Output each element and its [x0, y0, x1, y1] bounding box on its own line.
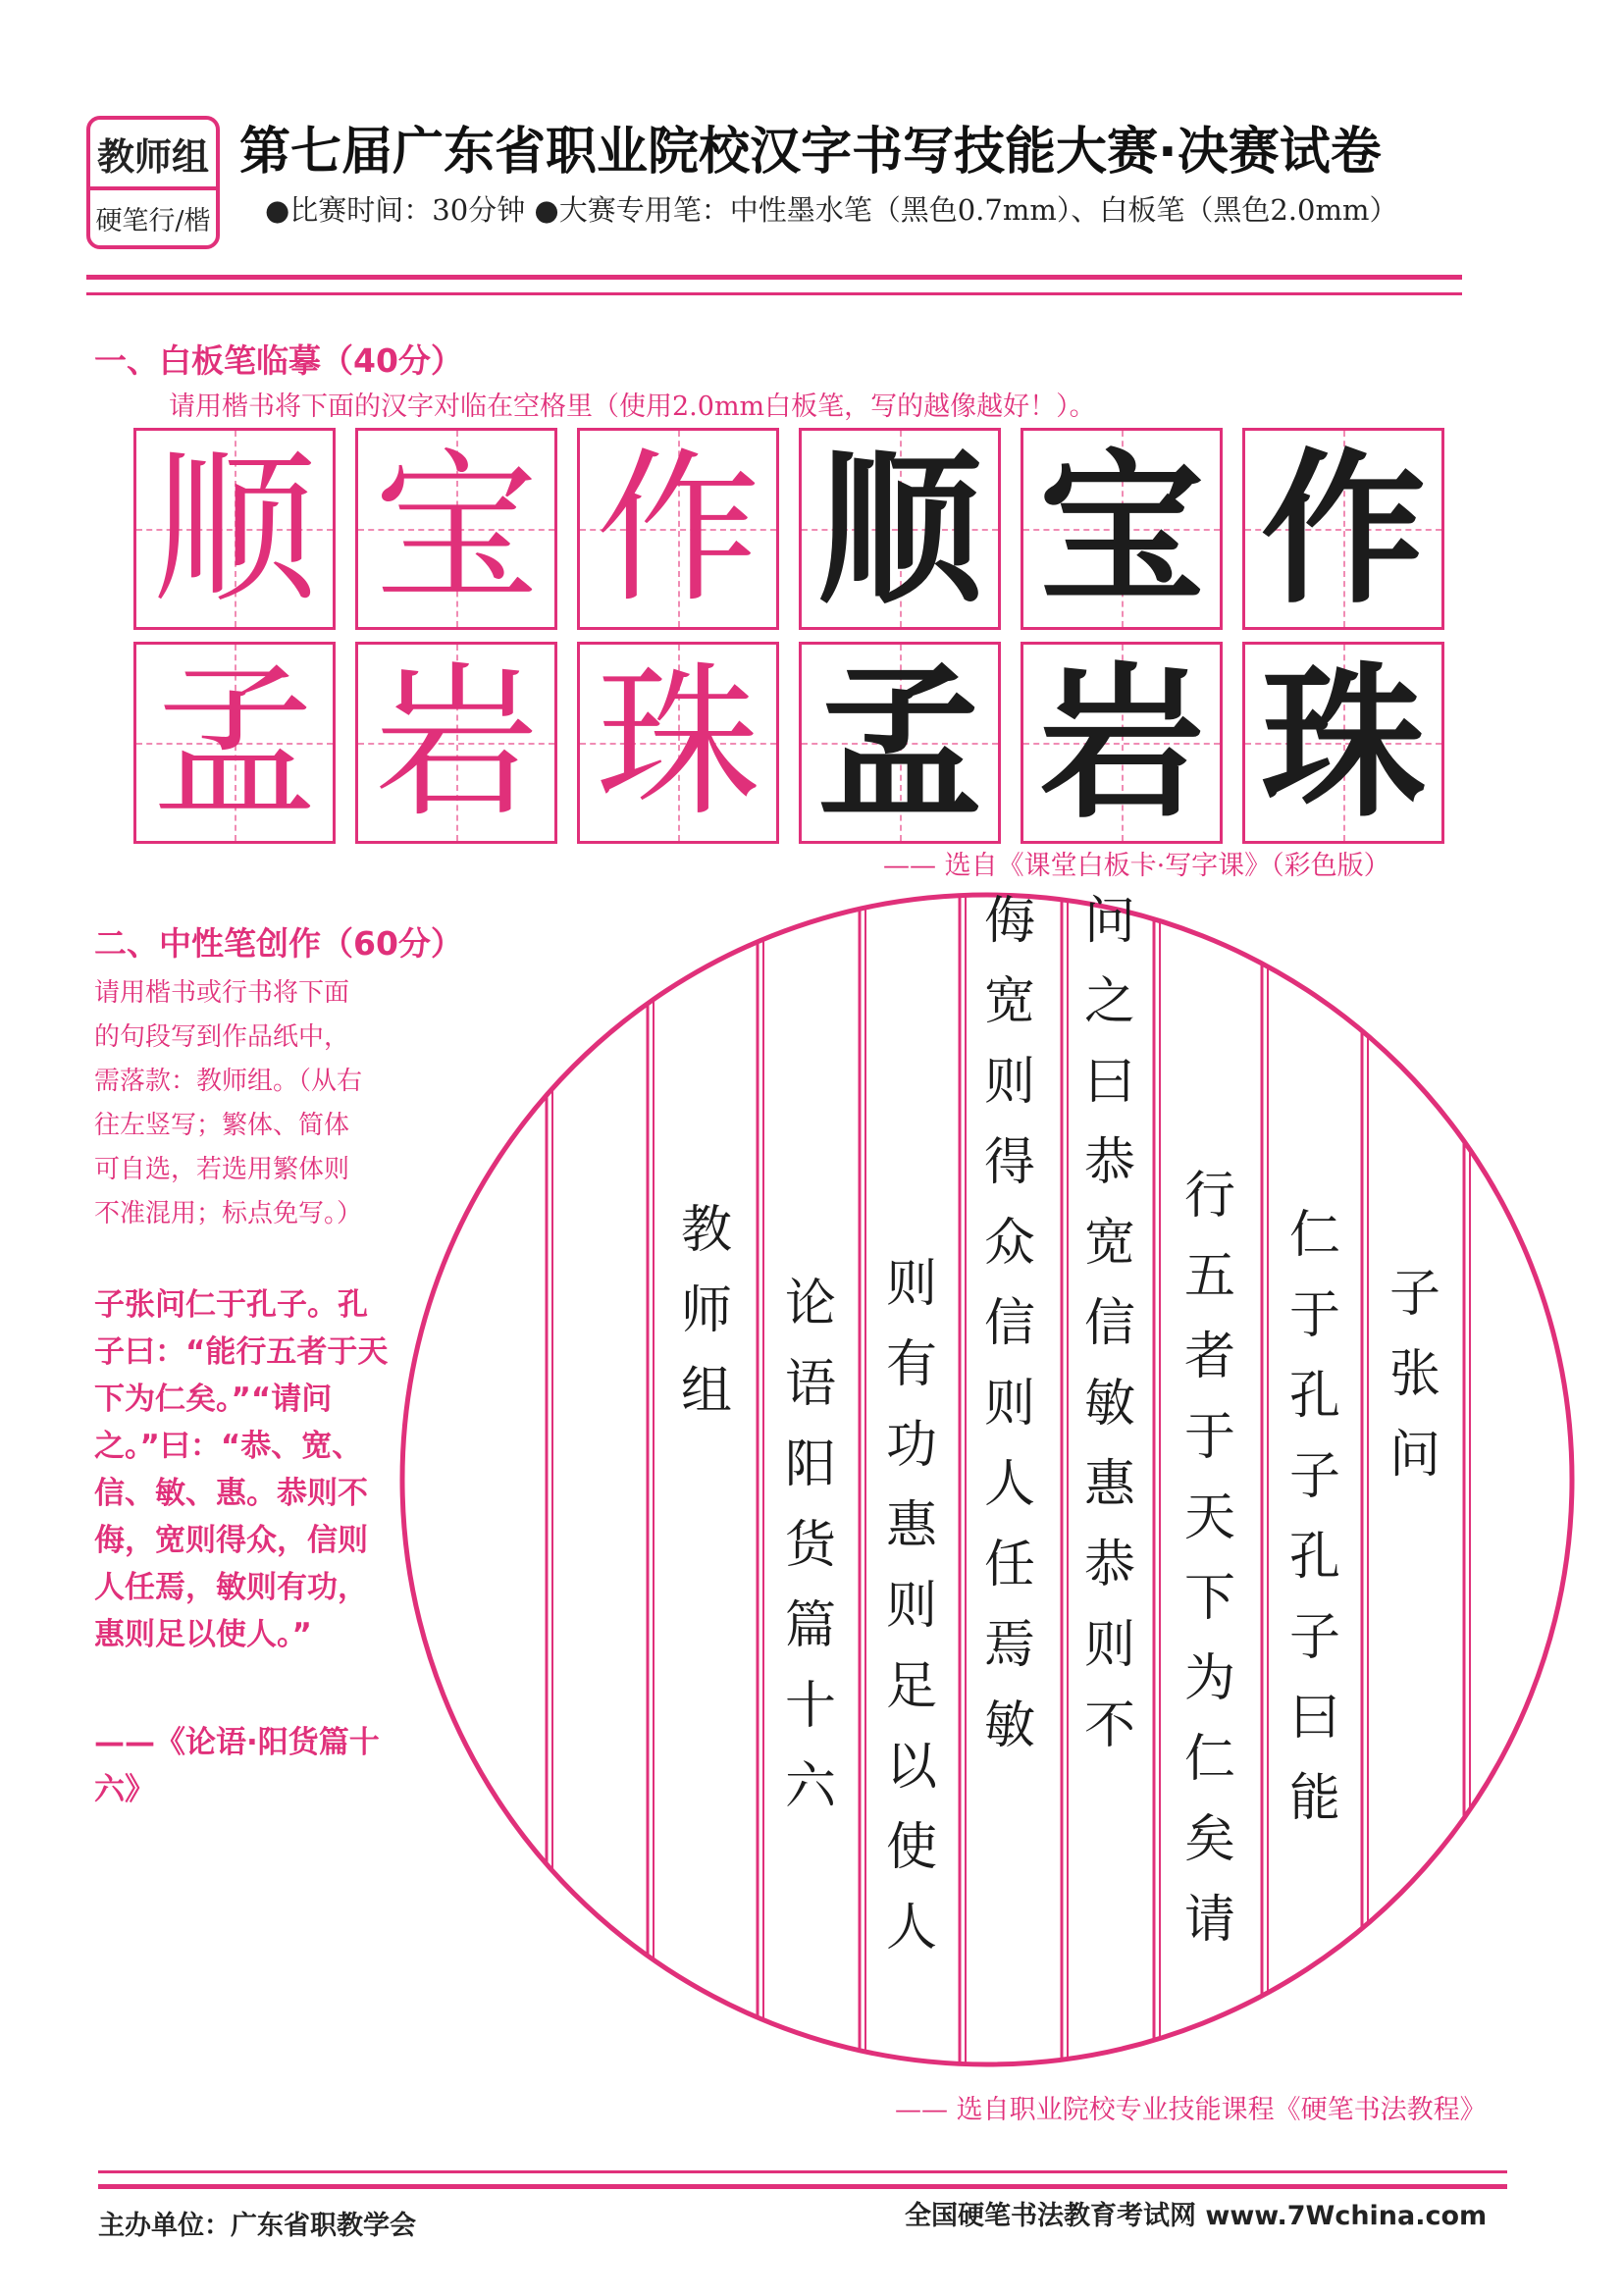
written-character: 曰 — [1288, 1689, 1341, 1748]
section2-source: —— 选自职业院校专业技能课程《硬笔书法教程》 — [895, 2095, 1487, 2125]
written-character: 信 — [1083, 1294, 1136, 1353]
written-character: 于 — [1183, 1408, 1236, 1467]
circle-paper-svg — [396, 889, 1578, 2070]
grid-cell — [1021, 428, 1223, 630]
written-character: 问 — [1083, 892, 1136, 951]
model-character: 作 — [596, 433, 760, 625]
model-character: 岩 — [374, 647, 539, 839]
written-character: 十 — [784, 1677, 837, 1736]
copied-character: 顺 — [817, 432, 982, 626]
written-character: 侮 — [983, 892, 1036, 951]
written-character: 孔 — [1288, 1528, 1341, 1587]
written-character: 孔 — [1288, 1367, 1341, 1426]
section2-instruction: 请用楷书或行书将下面的句段写到作品纸中，需落款：教师组。（从右往左竖写；繁体、简体可自选，若选用繁体则不准混用；标点免写。） — [94, 978, 363, 1228]
grid-cell — [799, 428, 1001, 630]
written-character: 能 — [1288, 1769, 1341, 1828]
written-character: 人 — [983, 1455, 1036, 1514]
written-character: 教 — [680, 1201, 733, 1260]
written-character: 功 — [885, 1416, 938, 1475]
copied-character: 作 — [1261, 432, 1426, 626]
header-rule-thick — [86, 275, 1462, 280]
written-character: 五 — [1183, 1247, 1236, 1306]
grid-cell — [133, 428, 336, 630]
written-character: 请 — [1183, 1891, 1236, 1950]
written-character: 则 — [983, 1375, 1036, 1434]
model-character: 珠 — [596, 647, 760, 839]
website: 全国硬笔书法教育考试网 www.7Wchina.com — [905, 2201, 1488, 2231]
written-character: 论 — [784, 1275, 837, 1333]
organizer: 主办单位：广东省职教学会 — [98, 2211, 416, 2241]
written-character: 子 — [1388, 1265, 1441, 1324]
written-character: 张 — [1388, 1345, 1441, 1404]
header-rule-thin — [86, 292, 1462, 295]
badge-style-label: 硬笔行/楷 — [95, 205, 211, 236]
written-character: 下 — [1183, 1569, 1236, 1628]
written-character: 行 — [1183, 1167, 1236, 1226]
grid-cell — [577, 642, 779, 844]
written-character: 组 — [680, 1362, 733, 1421]
written-character: 师 — [680, 1281, 733, 1340]
written-character: 惠 — [1083, 1455, 1136, 1514]
written-character: 问 — [1388, 1426, 1441, 1485]
round-work-paper — [396, 889, 1578, 2070]
written-character: 子 — [1288, 1608, 1341, 1667]
section2-heading: 二、中性笔创作（60分） — [94, 924, 463, 963]
passage-source: ——《论语·阳货篇十六》 — [94, 1725, 380, 1807]
section1-heading: 一、白板笔临摹（40分） — [94, 341, 463, 380]
written-character: 焉 — [983, 1616, 1036, 1675]
grid-cell — [133, 642, 336, 844]
written-character: 则 — [983, 1053, 1036, 1112]
written-character: 以 — [885, 1738, 938, 1797]
model-character: 宝 — [374, 433, 539, 625]
written-character: 不 — [1083, 1696, 1136, 1755]
written-character: 恭 — [1083, 1536, 1136, 1594]
copied-character: 孟 — [817, 646, 982, 840]
written-character: 阳 — [784, 1435, 837, 1494]
grid-cell — [1242, 428, 1444, 630]
copied-character: 岩 — [1039, 646, 1204, 840]
written-character: 得 — [983, 1133, 1036, 1192]
grid-cell — [1021, 642, 1223, 844]
model-character: 孟 — [152, 647, 317, 839]
copied-character: 珠 — [1261, 646, 1426, 840]
written-character: 货 — [784, 1516, 837, 1575]
source-passage: 子张问仁于孔子。孔子曰：“能行五者于天下为仁矣。”“请问之。”曰：“恭、宽、信、敏、惠。恭则不侮，宽则得众，信则人任焉，敏则有功，惠则足以使人。” — [94, 1287, 389, 1652]
grid-cell — [355, 642, 557, 844]
footer-rule-thick — [98, 2184, 1507, 2189]
written-character: 则 — [1083, 1616, 1136, 1675]
written-character: 者 — [1183, 1328, 1236, 1386]
written-character: 仁 — [1183, 1730, 1236, 1789]
written-character: 篇 — [784, 1596, 837, 1655]
written-character: 之 — [1083, 972, 1136, 1031]
written-character: 任 — [983, 1536, 1036, 1594]
written-character: 使 — [885, 1818, 938, 1877]
written-character: 天 — [1183, 1488, 1236, 1547]
written-character: 则 — [885, 1577, 938, 1636]
exam-info: ●比赛时间：30分钟 ●大赛专用笔：中性墨水笔（黑色0.7mm）、白板笔（黑色2.0mm） — [265, 193, 1398, 227]
written-character: 于 — [1288, 1286, 1341, 1345]
written-character: 曰 — [1083, 1053, 1136, 1112]
written-character: 敏 — [1083, 1375, 1136, 1434]
grid-cell — [1242, 642, 1444, 844]
grid-cell — [799, 642, 1001, 844]
page-title: 第七届广东省职业院校汉字书写技能大赛·决赛试卷 — [239, 123, 1382, 182]
written-character: 子 — [1288, 1447, 1341, 1506]
written-character: 矣 — [1183, 1810, 1236, 1869]
written-character: 众 — [983, 1214, 1036, 1273]
written-character: 宽 — [1083, 1214, 1136, 1273]
written-character: 语 — [784, 1355, 837, 1414]
written-character: 惠 — [885, 1496, 938, 1555]
section1-source: —— 选自《课堂白板卡·写字课》（彩色版） — [883, 851, 1390, 881]
written-character: 信 — [983, 1294, 1036, 1353]
written-character: 敏 — [983, 1696, 1036, 1755]
group-badge — [86, 116, 220, 249]
written-character: 宽 — [983, 972, 1036, 1031]
footer-rule-thin — [98, 2170, 1507, 2173]
model-character: 顺 — [152, 433, 317, 625]
written-character: 为 — [1183, 1649, 1236, 1708]
grid-cell — [355, 428, 557, 630]
copied-character: 宝 — [1039, 432, 1204, 626]
written-character: 则 — [885, 1255, 938, 1314]
written-character: 足 — [885, 1657, 938, 1716]
written-character: 有 — [885, 1335, 938, 1394]
written-character: 六 — [784, 1757, 837, 1816]
written-character: 人 — [885, 1899, 938, 1957]
badge-group-label: 教师组 — [90, 120, 216, 190]
written-character: 恭 — [1083, 1133, 1136, 1192]
written-character: 仁 — [1288, 1206, 1341, 1265]
section1-instruction: 请用楷书将下面的汉字对临在空格里（使用2.0mm白板笔，写的越像越好！）。 — [169, 391, 1096, 422]
grid-cell — [577, 428, 779, 630]
